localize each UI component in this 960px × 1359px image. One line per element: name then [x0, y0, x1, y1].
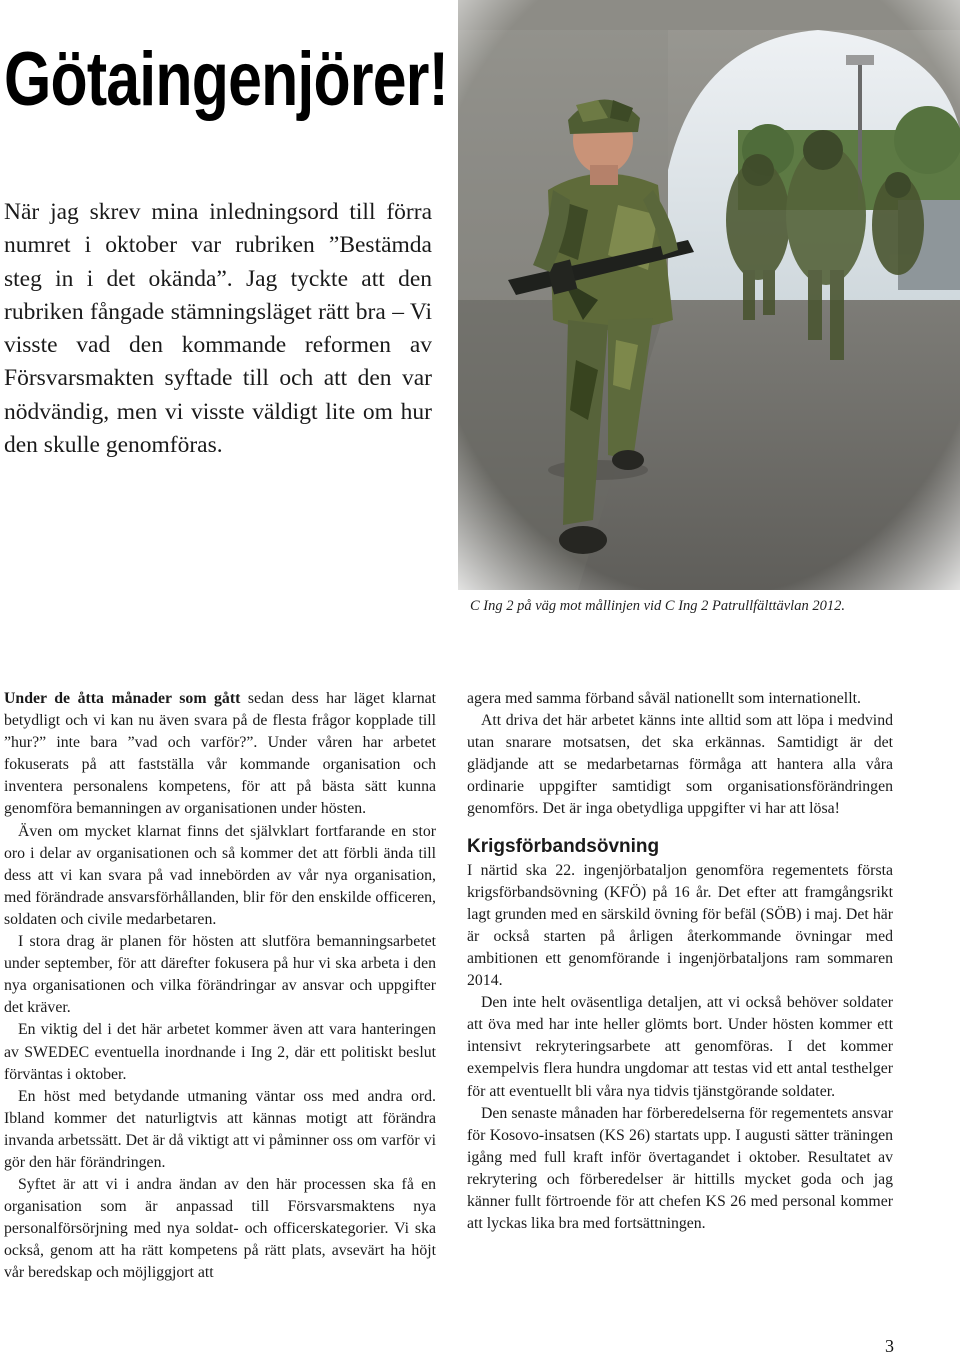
- paragraph: agera med samma förband såväl nationellt som internationellt.: [467, 690, 861, 707]
- section-heading: Krigsförbandsövning: [467, 835, 660, 857]
- photo-caption: C Ing 2 på väg mot mållinjen vid C Ing 2 Patrullfälttävlan 2012.: [470, 598, 845, 614]
- lead-paragraph: När jag skrev mina inledningsord till förra numret i oktober var rubriken ”Bestämda steg in i det okända”. Jag tyckte att den rubriken fångade stämningsläget rätt bra – Vi visste vad den kommande reformen av Försvarsmakten syftade till och att den var nödvändig, men vi visste väldigt lite om hur den skulle genomföras.: [4, 199, 432, 459]
- article-column-right: [467, 688, 893, 1235]
- article-photo: [458, 0, 960, 590]
- paragraph: En höst med betydande utmaning väntar oss med andra ord. Ibland kommer det naturligtvis att kännas motigt att förändra invanda arbetssätt. Det är då viktigt att vi påminner oss om varför vi gör den här förändringen.: [4, 1087, 436, 1171]
- paragraph-text: sedan dess har läget klarnat betydligt och vi kan nu även svara på de flesta frågor kopplade till ”hur?” inte bara ”vad och varför?”. Under våren har arbetet fokuserats på att fastställa vår kommande organisation och inventera personalens kompetens, för att på bästa sätt kunna genomföra bemanningen av organisationen under hösten.: [4, 690, 436, 818]
- paragraph: En viktig del i det här arbetet kommer även att vara hanteringen av SWEDEC eventuella inordnande i Ing 2, där ett politiskt beslut förväntas i oktober.: [4, 1021, 436, 1083]
- paragraph: Den senaste månaden har förberedelserna för regementets ansvar för Kosovo-insatsen (KS 26) startats upp. I augusti sätter träningen igång med full kraft inför övertagandet i oktober. Resultatet av rekrytering och förberedelser är hittills mycket goda och jag känner fullt förtroende för att chefen KS 26 med personal kommer att lyckas lika bra med fortsättningen.: [467, 1104, 893, 1233]
- page-title: Götaingenjörer!: [4, 37, 449, 122]
- paragraph: I närtid ska 22. ingenjörbataljon genomföra regementets första krigsförbandsövning (KFÖ) på 16 år. Det efter att framgångsrikt lagt grunden med en särskild övning för befäl (SÖB) i maj. Det här är också starten på årligen återkommande övningar med ambitionen ett genomförande i ingenjörbataljons ram sommaren 2014.: [467, 861, 893, 990]
- page-number: 3: [885, 1336, 894, 1356]
- paragraph: Syftet är att vi i andra ändan av den här processen ska få en organisation som är anpassad till Försvarsmaktens nya personalförsörjning med nya soldat- och officerskategorier. Vi ska också, genom att ha rätt kompetens på rätt plats, avsevärt ha höjt vår beredskap och möjliggjort att: [4, 1176, 436, 1282]
- lead-in-text: Under de åtta månader som gått: [4, 690, 241, 707]
- paragraph: Även om mycket klarnat finns det självklart fortfarande en stor oro i delar av organisationen och så kommer det att förbli ända till dess att vi kan svara på vad innebörden av vår nya organisation, med förändrade ansvarsförhållanden, blir för den enskilde officeren, soldaten och civile medarbetaren.: [4, 822, 436, 928]
- article-column-left: [4, 688, 436, 1285]
- paragraph: [4, 688, 436, 821]
- paragraph: I stora drag är planen för hösten att slutföra bemanningsarbetet under september, för att därefter fokusera på hur vi ska arbeta i den nya organisationen och vilka förändringar av ansvar och uppgifter det kräver.: [4, 933, 436, 1017]
- paragraph: Den inte helt oväsentliga detaljen, att vi också behöver soldater att öva med har inte heller glömts bort. Under hösten kommer ett intensivt rekryteringsarbete att genomföras. I det kommer exempelvis flera hundra ungdomar att testas vid ett antal testhelger för att eventuellt bli våra nya tidvis tjänstgörande soldater.: [467, 994, 893, 1100]
- paragraph: Att driva det här arbetet känns inte alltid som att löpa i medvind utan snarare motsatsen, det ska erkännas. Samtidigt är det glädjande att se medarbetarnas förmåga att hantera alla våra ordinarie uppgifter samtidigt som organisationsförändringen genomförs. Det är inga obetydliga uppgifter vi har att lösa!: [467, 712, 893, 818]
